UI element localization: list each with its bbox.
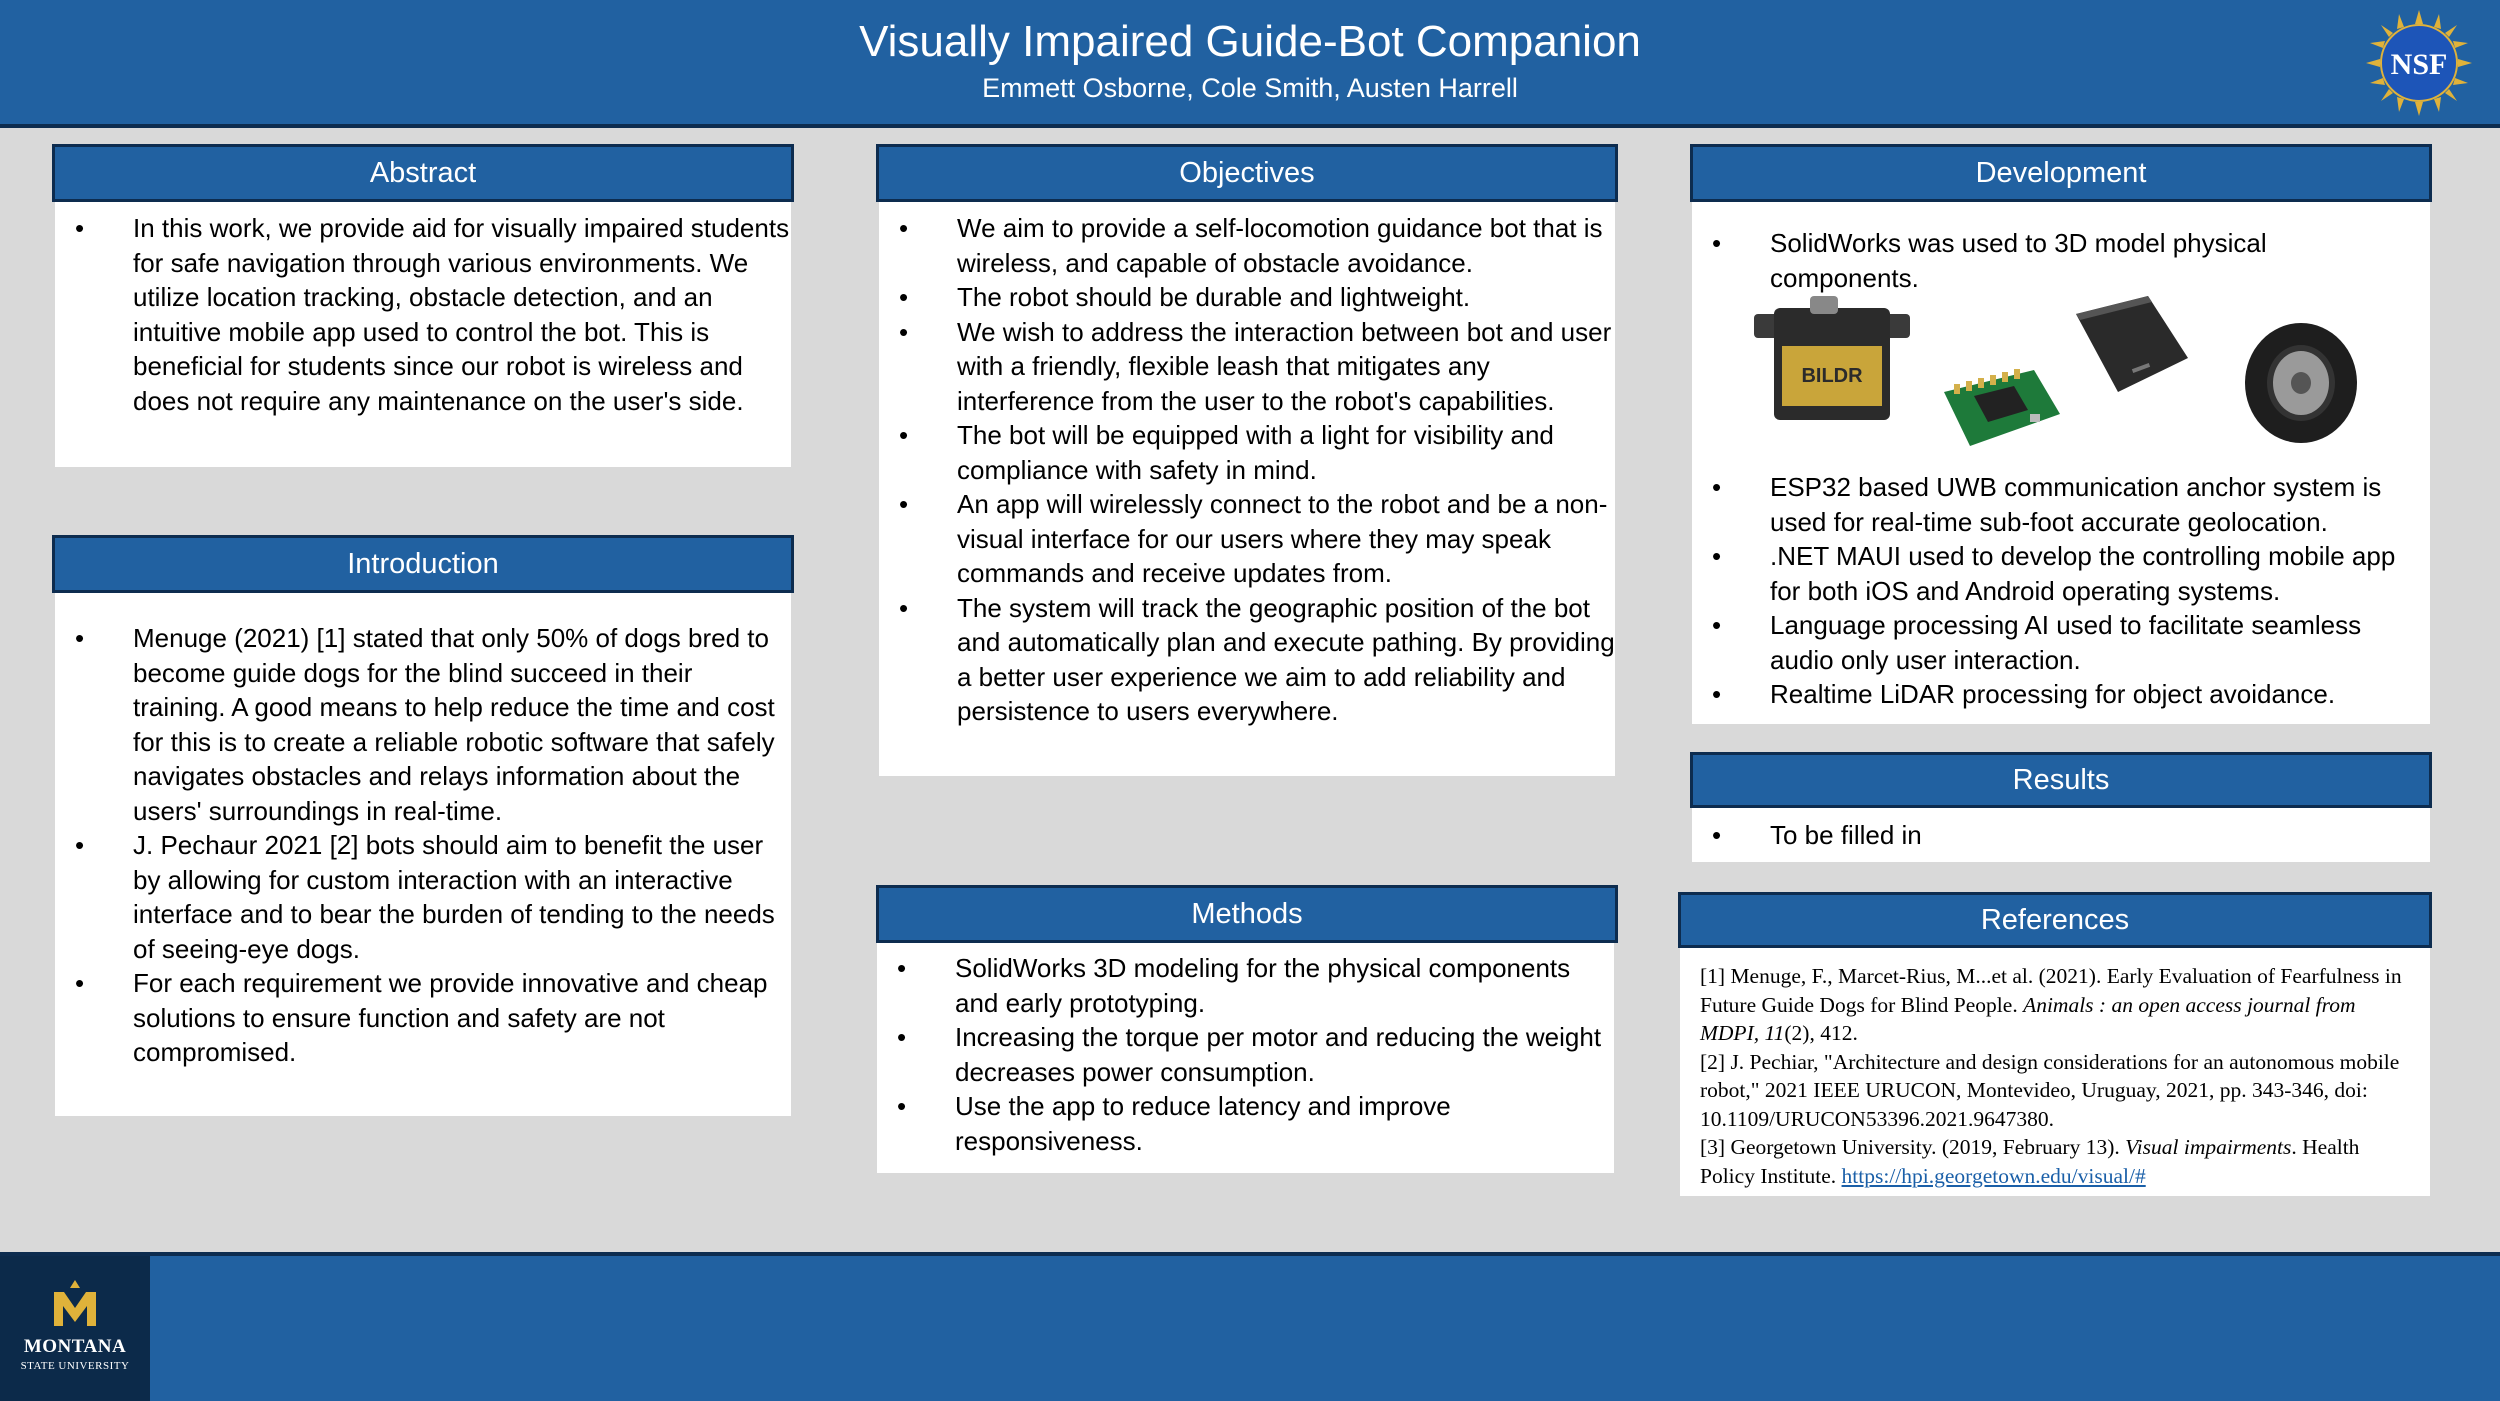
- poster-header: [0, 0, 2500, 128]
- development-item: • .NET MAUI used to develop the controlling mobile app for both iOS and Android operating systems.: [1692, 539, 2430, 608]
- objectives-item: • The system will track the geographic position of the bot and automatically plan and execute pathing. By providing a better user experience we aim to add reliability and persistence to users everywhere.: [879, 591, 1615, 729]
- introduction-heading: Introduction: [52, 535, 794, 593]
- nsf-logo: [2366, 10, 2472, 116]
- results-heading: Results: [1690, 752, 2432, 808]
- reference-3: [3] Georgetown University. (2019, February 13). Visual impairments. Health Policy Institute. https://hpi.georgetown.edu/visual/#: [1700, 1135, 2360, 1188]
- circuit-board-image: [1934, 362, 2066, 454]
- objectives-item: • We aim to provide a self-locomotion guidance bot that is wireless, and capable of obstacle avoidance.: [879, 211, 1615, 280]
- methods-item: • SolidWorks 3D modeling for the physical components and early prototyping.: [877, 951, 1614, 1020]
- servo-label: BILDR: [1801, 365, 1863, 387]
- poster-authors: Emmett Osborne, Cole Smith, Austen Harrell: [982, 73, 1518, 103]
- development-heading: Development: [1690, 144, 2432, 202]
- wheel-image: [2238, 320, 2364, 446]
- objectives-box: [879, 202, 1615, 776]
- battery-pack-image: [2072, 296, 2190, 394]
- references-heading: References: [1678, 892, 2432, 948]
- objectives-heading: Objectives: [876, 144, 1618, 202]
- methods-item: • Use the app to reduce latency and improve responsiveness.: [877, 1089, 1614, 1158]
- servo-motor-image: [1752, 294, 1912, 426]
- methods-item: • Increasing the torque per motor and reducing the weight decreases power consumption.: [877, 1020, 1614, 1089]
- methods-box: [877, 943, 1614, 1173]
- methods-heading: Methods: [876, 885, 1618, 943]
- development-item: • Language processing AI used to facilitate seamless audio only user interaction.: [1692, 608, 2430, 677]
- abstract-item: • In this work, we provide aid for visually impaired students for safe navigation through various environments. We utilize location tracking, obstacle detection, and an intuitive mobile app used to control the bot. This is beneficial for students since our robot is wireless and does not require any maintenance on the user's side.: [55, 211, 791, 418]
- university-subtitle: STATE UNIVERSITY: [20, 1360, 130, 1372]
- university-name: MONTANA: [23, 1336, 127, 1357]
- poster-title: Visually Impaired Guide-Bot Companion: [859, 17, 1641, 66]
- nsf-logo-text: NSF: [2390, 48, 2448, 81]
- introduction-item: • J. Pechaur 2021 [2] bots should aim to benefit the user by allowing for custom interaction with an interactive interface and to bear the burden of tending to the needs of seeing-eye dogs.: [55, 828, 791, 966]
- abstract-box: [55, 202, 791, 467]
- introduction-item: • Menuge (2021) [1] stated that only 50% of dogs bred to become guide dogs for the blind succeed in their training. A good means to help reduce the time and cost for this is to create a reliable robotic software that safely navigates obstacles and relays information about the users' surroundings in real-time.: [55, 621, 791, 828]
- development-item: • ESP32 based UWB communication anchor system is used for real-time sub-foot accurate geolocation.: [1692, 470, 2430, 539]
- development-item: • SolidWorks was used to 3D model physical components.: [1692, 226, 2430, 295]
- objectives-item: • An app will wirelessly connect to the robot and be a non-visual interface for our users where they may speak commands and receive updates from.: [879, 487, 1615, 591]
- introduction-box: [55, 593, 791, 1116]
- poster-footer: [0, 1252, 2500, 1401]
- results-item: • To be filled in: [1692, 818, 2430, 853]
- msu-m-icon: [50, 1280, 100, 1330]
- msu-logo: [0, 1256, 150, 1401]
- development-box: [1692, 202, 2430, 724]
- results-box: [1692, 808, 2430, 862]
- introduction-item: • For each requirement we provide innovative and cheap solutions to ensure function and safety are not compromised.: [55, 966, 791, 1070]
- references-box: [1680, 948, 2430, 1196]
- objectives-item: • The bot will be equipped with a light for visibility and compliance with safety in mind.: [879, 418, 1615, 487]
- development-item: • Realtime LiDAR processing for object avoidance.: [1692, 677, 2430, 712]
- reference-2: [2] J. Pechiar, "Architecture and design considerations for an autonomous mobile robot," 2021 IEEE URUCON, Montevideo, Uruguay, 2021, pp. 343-346, doi: 10.1109/URUCON53396.2021.9647380.: [1700, 1049, 2400, 1131]
- objectives-item: • We wish to address the interaction between bot and user with a friendly, flexible leash that mitigates any interference from the user to the robot's capabilities.: [879, 315, 1615, 419]
- abstract-heading: Abstract: [52, 144, 794, 202]
- objectives-item: • The robot should be durable and lightweight.: [879, 280, 1615, 315]
- reference-3-link[interactable]: https://hpi.georgetown.edu/visual/#: [1841, 1163, 2146, 1188]
- reference-1: [1] Menuge, F., Marcet-Rius, M...et al. (2021). Early Evaluation of Fearfulness in Future Guide Dogs for Blind People. Animals : an open access journal from MDPI, 11(2), 412.: [1700, 964, 2402, 1045]
